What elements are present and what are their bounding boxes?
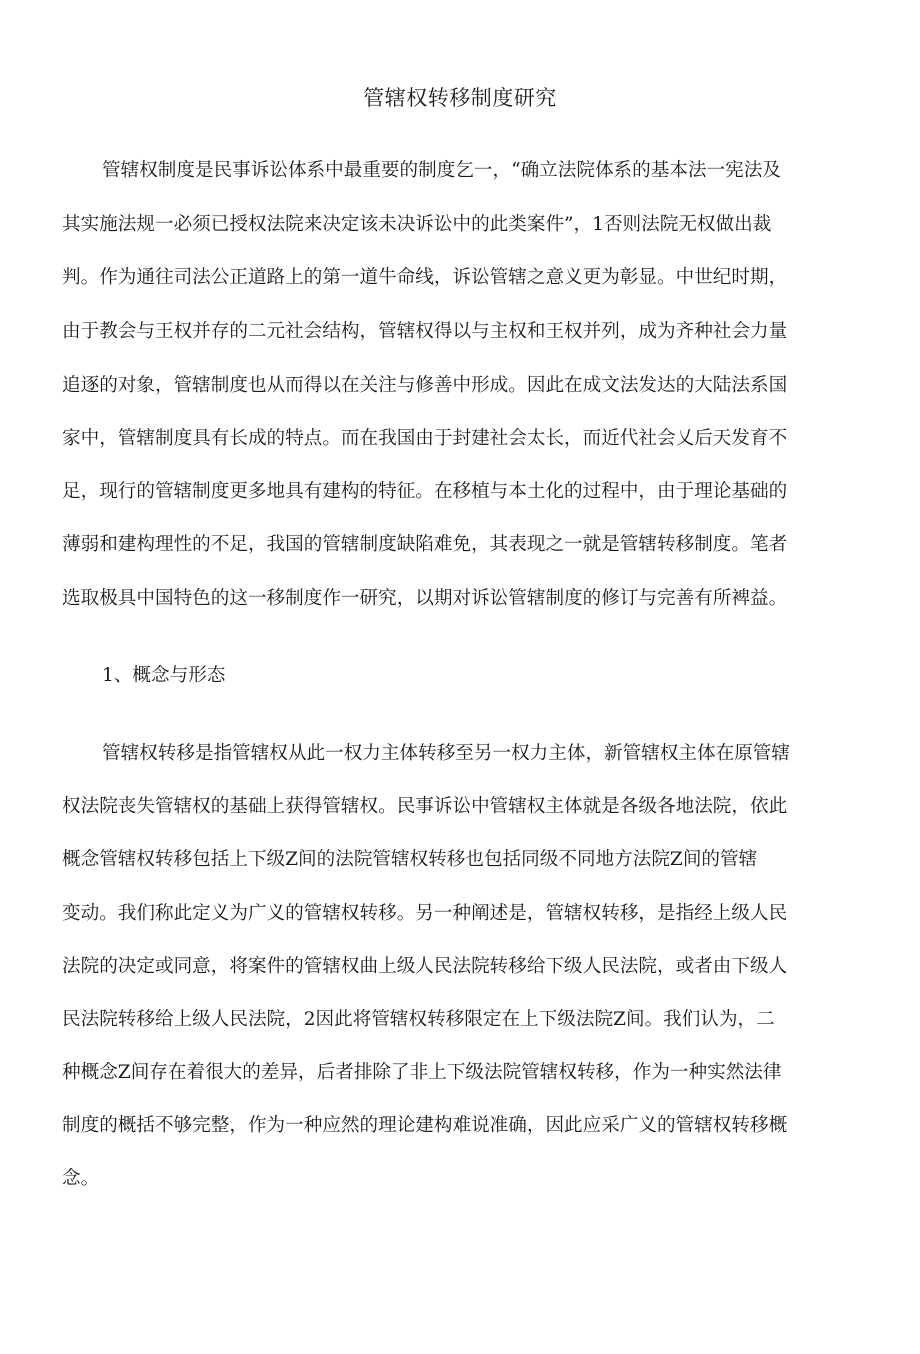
paragraph-line: 足，现行的管辖制度更多地具有建构的特征。在移植与本土化的过程中，由于理论基础的 (62, 481, 788, 502)
paragraph-line: 其实施法规一必须已授权法院来决定该未决诉讼中的此类案件”，1否则法院无权做出裁 (62, 214, 772, 235)
paragraph-line: 判。作为通往司法公正道路上的第一道牛命线，诉讼管辖之意义更为彰显。中世纪时期， (62, 267, 788, 288)
paragraph-line: 选取极具中国特色的这一移制度作一研究，以期对诉讼管辖制度的修订与完善有所裨益。 (62, 588, 788, 609)
paragraph-line: 管辖权制度是民事诉讼体系中最重要的制度乞一，“确立法院体系的基本法一宪法及 (102, 160, 781, 181)
paragraph-line: 民法院转移给上级人民法院，2因此将管辖权转移限定在上下级法院Z间。我们认为，二 (62, 1009, 775, 1030)
paragraph-line: 管辖权转移是指管辖权从此一权力主体转移至另一权力主体，新管辖权主体在原管辖 (102, 743, 790, 764)
paragraph-line: 家中，管辖制度具有长成的特点。而在我国由于封建社会太长，而近代社会乂后天发育不 (62, 428, 788, 449)
section-heading: 1、概念与形态 (102, 665, 226, 686)
paragraph-line: 概念管辖权转移包括上下级Z间的法院管辖权转移也包括同级不同地方法院Z间的管辖 (62, 849, 758, 870)
paragraph-line: 法院的决定或同意，将案件的管辖权曲上级人民法院转移给下级人民法院，或者由下级人 (62, 956, 788, 977)
paragraph-line: 念。 (62, 1168, 100, 1189)
paragraph-line: 追逐的对象，管辖制度也从而得以在关注与修善中形成。因此在成文法发达的大陆法系国 (62, 375, 788, 396)
paragraph-line: 制度的概括不够完整，作为一种应然的理论建构难说准确，因此应采广义的管辖权转移概 (62, 1115, 788, 1136)
document-title: 管辖权转移制度研究 (363, 86, 557, 110)
paragraph-line: 种概念Z间存在着很大的差异，后者排除了非上下级法院管辖权转移，作为一种实然法律 (62, 1062, 782, 1083)
paragraph-line: 权法院丧失管辖权的基础上获得管辖权。民事诉讼中管辖权主体就是各级各地法院，依此 (62, 796, 788, 817)
paragraph-line: 变动。我们称此定义为广义的管辖权转移。另一种阐述是，管辖权转移，是指经上级人民 (62, 903, 788, 924)
paragraph-line: 薄弱和建构理性的不足，我国的管辖制度缺陷难免，其表现之一就是管辖转移制度。笔者 (62, 534, 788, 555)
paragraph-line: 由于教会与王权并存的二元社会结构，管辖权得以与主权和王权并列，成为齐种社会力量 (62, 321, 788, 342)
